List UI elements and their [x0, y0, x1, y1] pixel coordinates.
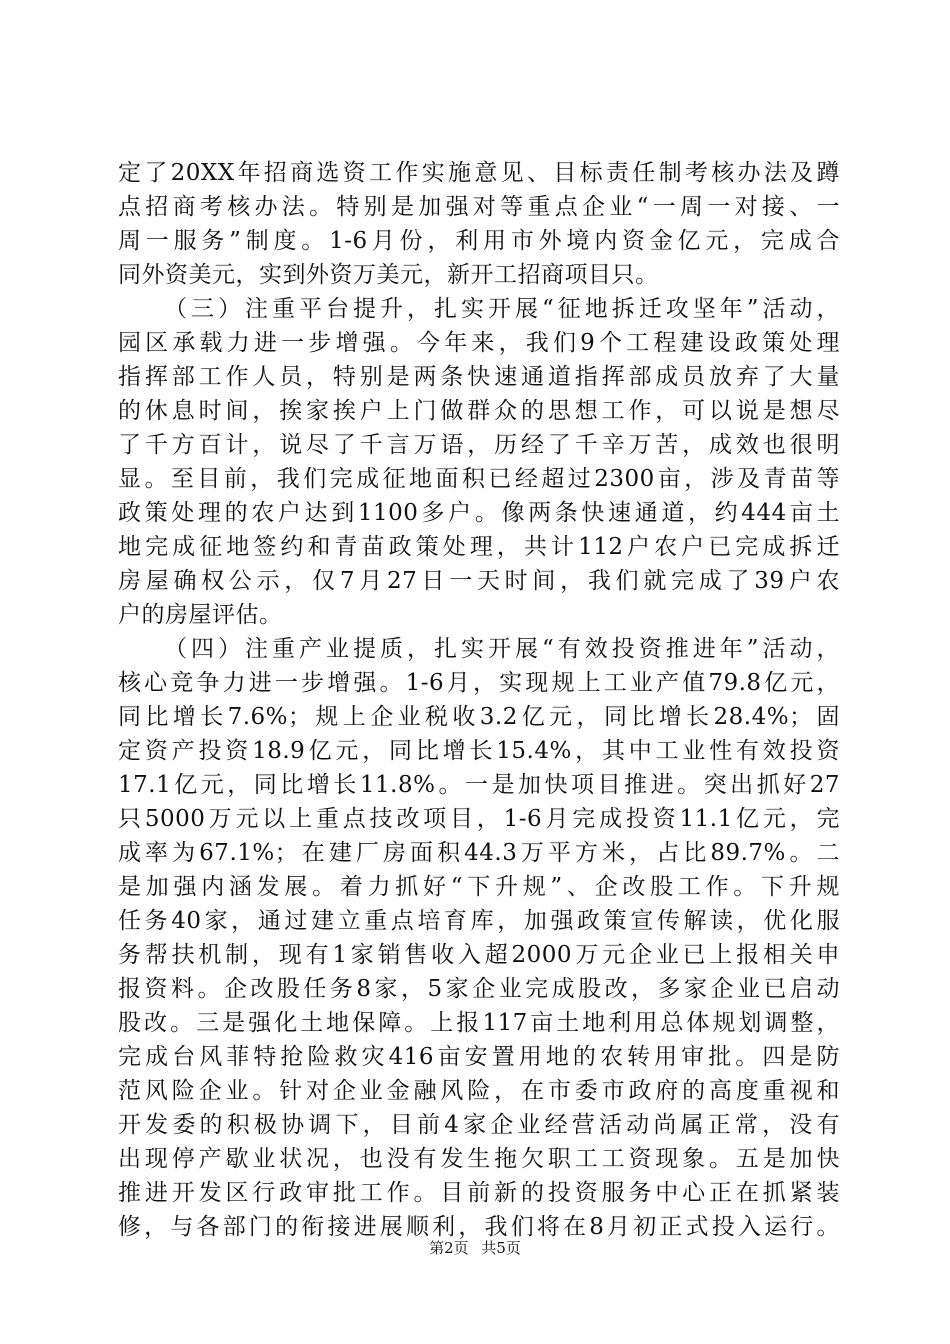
text-line: 的休息时间，挨家挨户上门做群众的思想工作，可以说是想尽 — [118, 398, 840, 424]
text-line: 房屋确权公示，仅7月27日一天时间，我们就完成了39户农 — [118, 568, 840, 594]
text-line: 同外资美元，实到外资万美元，新开工招商项目只。 — [118, 262, 659, 288]
text-line: 出现停产歇业状况，也没有发生拖欠职工工资现象。五是加快 — [118, 1146, 840, 1172]
text-line: 只5000万元以上重点技改项目，1-6月完成投资11.1亿元，完 — [118, 806, 840, 832]
text-line: 开发委的积极协调下，目前4家企业经营活动尚属正常，没有 — [118, 1112, 840, 1138]
text-line: 了千方百计，说尽了千言万语，历经了千辛万苦，成效也很明 — [118, 432, 840, 458]
page-number: 第2页 — [429, 1239, 469, 1257]
text-line: 政策处理的农户达到1100多户。像两条快速通道，约444亩土 — [118, 500, 840, 526]
text-line: 核心竞争力进一步增强。1-6月，实现规上工业产值79.8亿元， — [118, 670, 840, 696]
text-line: （三）注重平台提升，扎实开展“征地拆迁攻坚年”活动， — [164, 296, 840, 322]
text-line: 范风险企业。针对企业金融风险，在市委市政府的高度重视和 — [118, 1078, 840, 1104]
text-line: 务帮扶机制，现有1家销售收入超2000万元企业已上报相关申 — [118, 942, 840, 968]
text-line: 任务40家，通过建立重点培育库，加强政策宣传解读，优化服 — [118, 908, 840, 934]
text-line: 显。至目前，我们完成征地面积已经超过2300亩，涉及青苗等 — [118, 466, 840, 492]
text-line: 园区承载力进一步增强。今年来，我们9个工程建设政策处理 — [118, 330, 840, 356]
text-line: 是加强内涵发展。着力抓好“下升规”、企改股工作。下升规 — [118, 874, 840, 900]
text-line: 户的房屋评估。 — [118, 602, 283, 628]
text-line: 股改。三是强化土地保障。上报117亩土地利用总体规划调整， — [118, 1010, 840, 1036]
text-line: 报资料。企改股任务8家，5家企业完成股改，多家企业已启动 — [118, 976, 840, 1002]
text-line: 地完成征地签约和青苗政策处理，共计112户农户已完成拆迁 — [118, 534, 840, 560]
text-line: 成率为67.1%；在建厂房面积44.3万平方米，占比89.7%。二 — [118, 840, 840, 866]
page-total: 共5页 — [481, 1239, 521, 1257]
text-line: 17.1亿元，同比增长11.8%。一是加快项目推进。突出抓好27 — [118, 772, 840, 798]
page-footer — [0, 1238, 950, 1258]
text-line: 点招商考核办法。特别是加强对等重点企业“一周一对接、一 — [118, 194, 840, 220]
text-line: 完成台风菲特抢险救灾416亩安置用地的农转用审批。四是防 — [118, 1044, 840, 1070]
text-line: 推进开发区行政审批工作。目前新的投资服务中心正在抓紧装 — [118, 1180, 840, 1206]
text-line: 同比增长7.6%；规上企业税收3.2亿元，同比增长28.4%；固 — [118, 704, 840, 730]
text-line: 指挥部工作人员，特别是两条快速通道指挥部成员放弃了大量 — [118, 364, 840, 390]
text-line: 修，与各部门的衔接进展顺利，我们将在8月初正式投入运行。 — [118, 1214, 840, 1240]
text-line: 周一服务”制度。1-6月份，利用市外境内资金亿元，完成合 — [118, 228, 840, 254]
document-body — [118, 156, 840, 1244]
text-line: （四）注重产业提质，扎实开展“有效投资推进年”活动， — [164, 636, 840, 662]
text-line: 定了20XX年招商选资工作实施意见、目标责任制考核办法及蹲 — [118, 160, 840, 186]
text-line: 定资产投资18.9亿元，同比增长15.4%，其中工业性有效投资 — [118, 738, 840, 764]
